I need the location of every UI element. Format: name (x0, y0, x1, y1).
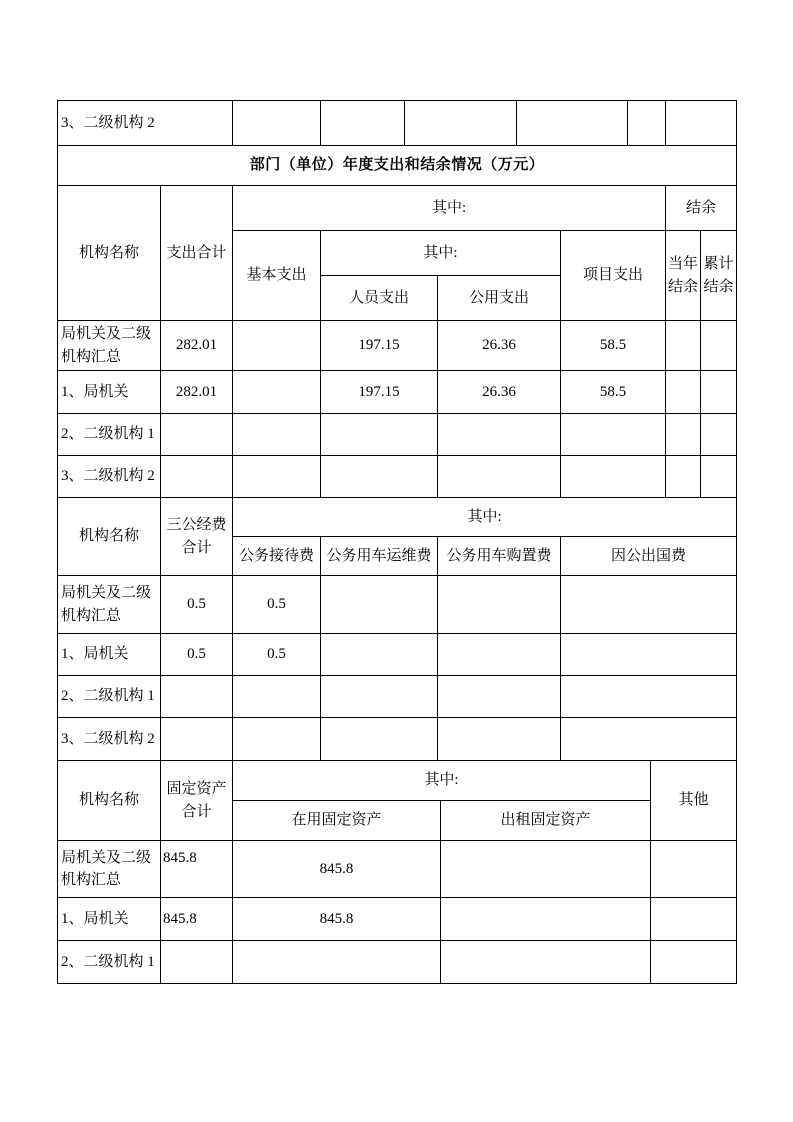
value-cell-vehicle-maintenance (321, 718, 438, 761)
fixed-assets-table (57, 760, 737, 984)
table-row (58, 498, 737, 537)
value-cell-accum (701, 456, 737, 498)
table-row (58, 941, 737, 984)
header-abroad-fee: 因公出国费 (561, 537, 737, 576)
value-cell-total: 845.8 (161, 841, 233, 898)
value-cell-total: 0.5 (161, 634, 233, 676)
header-rented-fixed-assets: 出租固定资产 (441, 801, 651, 841)
org-name-cell: 1、局机关 (58, 371, 161, 414)
org-name-cell: 3、二级机构 2 (58, 718, 161, 761)
empty-cell (233, 101, 321, 146)
header-three-public-total: 三公经费合计 (161, 498, 233, 576)
value-cell-rented (441, 841, 651, 898)
org-name-cell: 2、二级机构 1 (58, 676, 161, 718)
value-cell-vehicle-purchase (438, 718, 561, 761)
table-row (58, 321, 737, 371)
empty-cell (517, 101, 628, 146)
org-name-cell: 局机关及二级机构汇总 (58, 841, 161, 898)
org-name-cell: 1、局机关 (58, 634, 161, 676)
header-balance: 结余 (666, 186, 737, 231)
header-reception-fee: 公务接待费 (233, 537, 321, 576)
value-cell-current (666, 414, 701, 456)
value-cell-accum (701, 321, 737, 371)
expenditure-table (57, 185, 737, 498)
header-of-which: 其中: (233, 498, 737, 537)
value-cell-public (438, 414, 561, 456)
header-vehicle-maintenance-fee: 公务用车运维费 (321, 537, 438, 576)
value-cell-other (651, 941, 737, 984)
value-cell-total: 282.01 (161, 371, 233, 414)
value-cell-total (161, 414, 233, 456)
org-name-cell: 2、二级机构 1 (58, 941, 161, 984)
header-org-name: 机构名称 (58, 498, 161, 576)
value-cell-personnel: 197.15 (321, 321, 438, 371)
table-row (58, 456, 737, 498)
table-row (58, 841, 737, 898)
value-cell-other (651, 898, 737, 941)
value-cell-total (161, 941, 233, 984)
table-row (58, 186, 737, 231)
table-row (58, 371, 737, 414)
value-cell-personnel (321, 456, 438, 498)
value-cell-vehicle-purchase (438, 576, 561, 634)
value-cell-vehicle-maintenance (321, 634, 438, 676)
table-row (58, 634, 737, 676)
value-cell-public: 26.36 (438, 321, 561, 371)
header-fixed-assets-total: 固定资产合计 (161, 761, 233, 841)
value-cell-basic (233, 414, 321, 456)
table-row (58, 576, 737, 634)
value-cell-current (666, 321, 701, 371)
section-title: 部门（单位）年度支出和结余情况（万元） (58, 146, 737, 186)
three-public-table (57, 497, 737, 761)
value-cell-basic (233, 371, 321, 414)
org-name-cell: 2、二级机构 1 (58, 414, 161, 456)
empty-cell (405, 101, 517, 146)
value-cell-in-use (233, 941, 441, 984)
value-cell-personnel (321, 414, 438, 456)
value-cell-vehicle-purchase (438, 634, 561, 676)
value-cell-reception: 0.5 (233, 634, 321, 676)
table-sheet (57, 100, 736, 984)
org-name-cell: 1、局机关 (58, 898, 161, 941)
value-cell-personnel: 197.15 (321, 371, 438, 414)
header-accumulated-balance: 累计结余 (701, 231, 737, 321)
table-row (58, 101, 737, 146)
value-cell-abroad (561, 576, 737, 634)
value-cell-basic (233, 456, 321, 498)
value-cell-public (438, 456, 561, 498)
value-cell-in-use: 845.8 (233, 841, 441, 898)
header-basic-expenditure: 基本支出 (233, 231, 321, 321)
value-cell-reception (233, 718, 321, 761)
table-row (58, 898, 737, 941)
value-cell-total: 845.8 (161, 898, 233, 941)
header-personnel-expenditure: 人员支出 (321, 276, 438, 321)
org-name-cell: 局机关及二级机构汇总 (58, 576, 161, 634)
header-of-which-sub: 其中: (321, 231, 561, 276)
value-cell-total (161, 718, 233, 761)
value-cell-total: 282.01 (161, 321, 233, 371)
value-cell-public: 26.36 (438, 371, 561, 414)
empty-cell (666, 101, 737, 146)
table-row (58, 414, 737, 456)
value-cell-current (666, 371, 701, 414)
value-cell-accum (701, 371, 737, 414)
value-cell-other (651, 841, 737, 898)
value-cell-in-use: 845.8 (233, 898, 441, 941)
value-cell-current (666, 456, 701, 498)
header-org-name: 机构名称 (58, 186, 161, 321)
header-expenditure-total: 支出合计 (161, 186, 233, 321)
value-cell-project: 58.5 (561, 321, 666, 371)
org-name-cell: 3、二级机构 2 (58, 101, 233, 146)
table-row (58, 146, 737, 186)
value-cell-total (161, 676, 233, 718)
header-other: 其他 (651, 761, 737, 841)
header-of-which: 其中: (233, 186, 666, 231)
table-row (58, 718, 737, 761)
org-name-cell: 3、二级机构 2 (58, 456, 161, 498)
value-cell-total (161, 456, 233, 498)
org-name-cell: 局机关及二级机构汇总 (58, 321, 161, 371)
header-public-expenditure: 公用支出 (438, 276, 561, 321)
value-cell-total: 0.5 (161, 576, 233, 634)
value-cell-vehicle-purchase (438, 676, 561, 718)
empty-cell (321, 101, 405, 146)
value-cell-vehicle-maintenance (321, 676, 438, 718)
header-org-name: 机构名称 (58, 761, 161, 841)
value-cell-rented (441, 941, 651, 984)
header-vehicle-purchase-fee: 公务用车购置费 (438, 537, 561, 576)
value-cell-vehicle-maintenance (321, 576, 438, 634)
carryover-table (57, 100, 737, 146)
value-cell-reception (233, 676, 321, 718)
empty-cell (628, 101, 666, 146)
value-cell-rented (441, 898, 651, 941)
value-cell-reception: 0.5 (233, 576, 321, 634)
header-project-expenditure: 项目支出 (561, 231, 666, 321)
value-cell-abroad (561, 718, 737, 761)
table-row (58, 761, 737, 801)
header-current-year-balance: 当年结余 (666, 231, 701, 321)
value-cell-abroad (561, 634, 737, 676)
header-in-use-fixed-assets: 在用固定资产 (233, 801, 441, 841)
value-cell-basic (233, 321, 321, 371)
value-cell-accum (701, 414, 737, 456)
value-cell-project (561, 456, 666, 498)
value-cell-project: 58.5 (561, 371, 666, 414)
header-of-which: 其中: (233, 761, 651, 801)
value-cell-abroad (561, 676, 737, 718)
title-table (57, 145, 737, 186)
value-cell-project (561, 414, 666, 456)
table-row (58, 676, 737, 718)
